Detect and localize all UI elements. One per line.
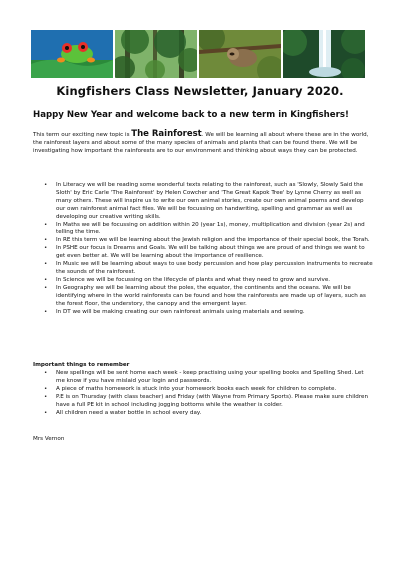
subject-text: we will be learning about ways to use body percussion and how play percussion instruments to recreate the sounds of the rainforest. [56,261,373,275]
subject-item-science: • In Science we will be focussing on the lifecycle of plants and what they need to grow and survive. [44,277,374,285]
signature: Mrs Vernon [33,436,65,442]
subject-text: we will be reading some wonderful texts relating to the rainforest, such as 'Slowly, Slowly Said the Sloth' by Eric Carle 'The Rainforest' by Helen Cowcher and 'The Great Kapok Tree' by Lynne Cherry as well as many others. These will inspire us to write our own animal stories, create our own animal poems and develop our own rainforest animal fact files. We will be focussing on handwriting, spelling and grammar as well as developing our creative writing skills. [56,182,364,220]
reminder-item: • New spellings will be sent home each week - keep practising using your spelling books and Spelling Shed. Let me know if you have mislaid your login and passwords. [44,370,374,386]
intro-text-before: This term our exciting new topic is [33,132,132,138]
subject-name: Geography [62,284,94,291]
subject-name: RE [62,237,71,244]
subject-item-literacy: • In Literacy we will be reading some wonderful texts relating to the rainforest, such as 'Slowly, Slowly Said the Sloth' by Eric Carle 'The Rainforest' by Helen Cowcher and 'The Great Kapok Tree' by Lynne Cherry as well as many others. These will inspire us to write our own animal stories, create our own animal poems and develop our own rainforest animal fact files. We will be focussing on handwriting, spelling and grammar as well as developing our creative writing skills. [44,182,374,222]
subject-item-maths: • In Maths we will be focussing on addition within 20 (year 1s), money, multiplication and division (year 2s) and telling the time. [44,222,374,238]
greeting-heading: Happy New Year and welcome back to a new term in Kingfishers! [33,110,349,120]
subject-item-re: • In RE this term we will be learning about the Jewish religion and the importance of their special book, the Torah. [44,237,374,245]
intro-text-after: . We will be learning all about where these are in the world, the rainforest layers and about some of the many species of animals and plants that can be found there. We will be investigating how important the rainforests are to our environment and thinking about ways they can be protected. [33,132,369,154]
reminder-item: • P.E is on Thursday (with class teacher) and Friday (with Wayne from Primary Sports). Please make sure children have a full PE kit in school including jogging bottoms while the weather is colder. [44,394,374,410]
waterfall-photo [283,30,365,78]
reminder-item: • A piece of maths homework is stuck into your homework books each week for children to complete. [44,386,374,394]
subject-name: Music [62,261,79,268]
subject-text: our focus is Dreams and Goals. We will be talking about things we are proud of and things we want to get even better at. We will be learning about the importance of resilience. [56,245,365,260]
subject-item-music: • In Music we will be learning about ways to use body percussion and how play percussion instruments to recreate the sounds of the rainforest. [44,261,374,277]
important-heading: Important things to remember [33,362,130,368]
subject-name: DT [62,308,71,315]
subject-item-pshe: • In PSHE our focus is Dreams and Goals. We will be talking about things we are proud of and things we want to get even better at. We will be learning about the importance of resilience. [44,245,374,261]
rainforest-canopy-photo [115,30,197,78]
reminder-item: • All children need a water bottle in school every day. [44,410,374,418]
subject-list [44,182,374,316]
reminder-list [44,370,374,417]
subject-text: we will be learning about the poles, the equator, the continents and the oceans. We will be identifying where in the world rainforests can be found and how the rainforests are made up of layers, such as the forest floor, the understory, the canopy and the emergent layer. [56,284,366,307]
subject-name: PSHE [62,245,78,252]
subject-item-geography: • In Geography we will be learning about the poles, the equator, the continents and the oceans. We will be identifying where in the world rainforests can be found and how the rainforests are made up of layers, such as the forest floor, the understory, the canopy and the emergent layer. [44,285,374,309]
subject-text: this term we will be learning about the Jewish religion and the importance of their special book, the Torah. [70,237,370,244]
subject-text: we will be focussing on the lifecycle of plants and what they need to grow and survive. [84,276,331,283]
sloth-photo [199,30,281,78]
subject-text: we will be focussing on addition within 20 (year 1s), money, multiplication and division (year 2s) and telling the time. [56,221,365,236]
tree-frog-photo [31,30,113,78]
subject-name: Literacy [62,182,86,188]
subject-name: Maths [62,221,80,228]
header-images [31,30,365,78]
topic-name: The Rainforest [131,129,202,139]
subject-item-dt: • In DT we will be making creating our own rainforest animals using materials and sewing. [44,309,374,317]
intro-paragraph [33,131,373,156]
newsletter-title: Kingfishers Class Newsletter, January 2020. [56,84,344,98]
subject-name: Science [62,276,85,283]
subject-text: we will be making creating our own rainforest animals using materials and sewing. [70,308,305,315]
